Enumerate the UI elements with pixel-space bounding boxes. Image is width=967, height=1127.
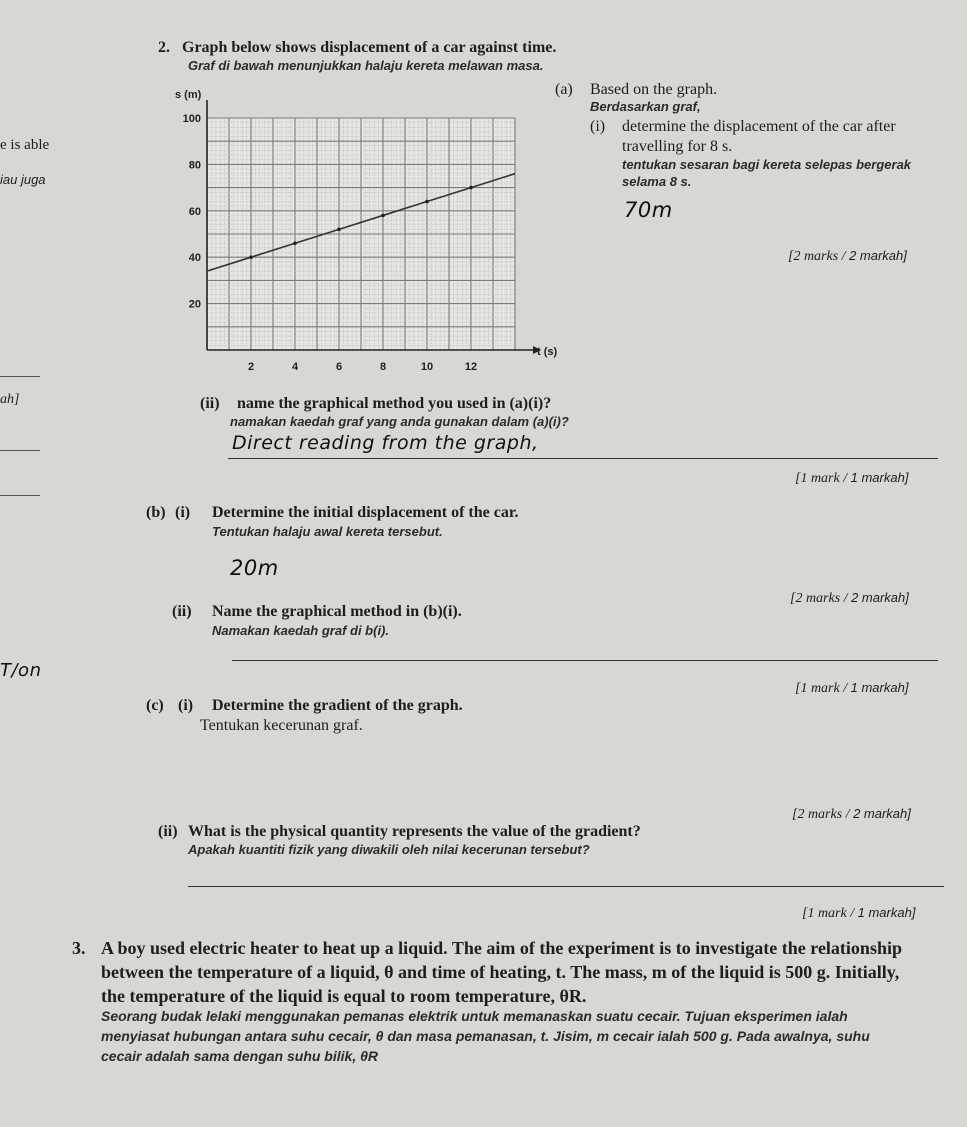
part-a-label: (a) xyxy=(555,81,573,98)
answer-a-ii: Direct reading from the graph, xyxy=(232,432,539,454)
y-tick-label: 100 xyxy=(182,113,201,125)
answer-line-a-ii xyxy=(228,458,938,459)
part-b-i-ms: Tentukan halaju awal kereta tersebut. xyxy=(212,524,443,539)
data-point xyxy=(249,255,253,259)
x-tick-label: 8 xyxy=(379,361,387,373)
y-tick-label: 20 xyxy=(188,298,201,311)
x-tick-label: 12 xyxy=(464,361,478,373)
data-point xyxy=(469,186,473,190)
question-3-ms-line: menyiasat hubungan antara suhu cecair, θ dan masa pemanasan, t. Jisim, m cecair ialah 500 g. Pada awalnya, suhu xyxy=(101,1028,870,1044)
displacement-time-graph xyxy=(150,82,570,382)
x-axis-label: t (s) xyxy=(537,346,558,358)
marks-b-i: [2 marks / 2 markah] xyxy=(790,590,909,606)
part-c-i-label: (i) xyxy=(178,697,194,714)
part-a-i-text: determine the displacement of the car after xyxy=(622,118,896,135)
question-number: 2. xyxy=(158,39,170,56)
part-a-ii-ms: namakan kaedah graf yang anda gunakan dalam (a)(i)? xyxy=(230,414,569,429)
question-3-line: between the temperature of a liquid, θ and time of heating, t. The mass, m of the liquid is 500 g. Initially, xyxy=(101,962,900,982)
data-point xyxy=(425,200,429,204)
part-c-ii-ms: Apakah kuantiti fizik yang diwakili oleh nilai kecerunan tersebut? xyxy=(188,842,590,857)
graph-grid xyxy=(207,118,515,350)
data-point xyxy=(337,228,341,232)
marks-c-ii: [1 mark / 1 markah] xyxy=(802,905,916,921)
part-c-ii-label: (ii) xyxy=(158,823,178,840)
answer-line-b-ii xyxy=(232,660,938,661)
part-a-i-label: (i) xyxy=(590,118,606,135)
x-tick-label: 2 xyxy=(247,361,255,373)
question-3-line: the temperature of the liquid is equal to room temperature, θR. xyxy=(101,986,587,1006)
part-c-label: (c) xyxy=(146,697,164,714)
part-b-i-text: Determine the initial displacement of the car. xyxy=(212,504,519,521)
margin-text: iau juga xyxy=(0,172,46,187)
y-tick-label: 80 xyxy=(188,159,201,172)
question-title: Graph below shows displacement of a car against time. xyxy=(182,39,557,56)
part-c-ii-text: What is the physical quantity represents the value of the gradient? xyxy=(188,823,641,840)
x-tick-label: 10 xyxy=(420,361,434,373)
data-point xyxy=(293,241,297,245)
x-tick-label: 6 xyxy=(335,361,343,373)
x-tick-label: 4 xyxy=(291,361,299,373)
part-a-intro-ms: Berdasarkan graf, xyxy=(590,99,701,114)
marks-b-ii: [1 mark / 1 markah] xyxy=(795,680,909,696)
question-3-number: 3. xyxy=(72,938,86,958)
marks-a-ii: [1 mark / 1 markah] xyxy=(795,470,909,486)
y-tick-label: 60 xyxy=(188,205,201,218)
margin-divider xyxy=(0,376,40,377)
part-c-i-ms: Tentukan kecerunan graf. xyxy=(200,717,363,734)
question-title-ms: Graf di bawah menunjukkan halaju kereta melawan masa. xyxy=(188,58,544,73)
part-c-i-text: Determine the gradient of the graph. xyxy=(212,697,463,714)
y-axis-label: s (m) xyxy=(175,89,202,101)
part-a-ii-label: (ii) xyxy=(200,395,220,412)
margin-text: ah] xyxy=(0,392,20,407)
margin-text: e is able xyxy=(0,137,50,153)
marks-a-i: [2 marks / 2 markah] xyxy=(788,248,907,264)
part-a-i-ms: tentukan sesaran bagi kereta selepas bergerak xyxy=(622,157,912,172)
margin-divider xyxy=(0,450,40,451)
question-3-ms-line: Seorang budak lelaki menggunakan pemanas elektrik untuk memanaskan suatu cecair. Tujuan eksperimen ialah xyxy=(101,1008,848,1024)
part-a-ii-text: name the graphical method you used in (a)(i)? xyxy=(237,395,552,412)
y-tick-label: 40 xyxy=(188,252,201,265)
answer-a-i: 70m xyxy=(624,198,673,222)
marks-c-i: [2 marks / 2 markah] xyxy=(792,806,911,822)
part-b-label: (b) xyxy=(146,504,166,521)
question-3-line: A boy used electric heater to heat up a liquid. The aim of the experiment is to investigate the relationship xyxy=(101,938,902,958)
margin-handwriting: T/on xyxy=(0,660,42,681)
answer-line-c-ii xyxy=(188,886,944,887)
answer-b-i: 20m xyxy=(230,556,279,580)
part-b-i-label: (i) xyxy=(175,504,191,521)
question-3-ms-line: cecair adalah sama dengan suhu bilik, θR xyxy=(101,1048,379,1064)
margin-divider xyxy=(0,495,40,496)
part-a-intro: Based on the graph. xyxy=(590,81,718,98)
part-b-ii-ms: Namakan kaedah graf di b(i). xyxy=(212,623,389,638)
part-a-i-text-2: travelling for 8 s. xyxy=(622,138,733,155)
part-a-i-ms-2: selama 8 s. xyxy=(622,174,692,189)
data-point xyxy=(381,214,385,218)
part-b-ii-label: (ii) xyxy=(172,603,192,620)
part-b-ii-text: Name the graphical method in (b)(i). xyxy=(212,603,462,620)
